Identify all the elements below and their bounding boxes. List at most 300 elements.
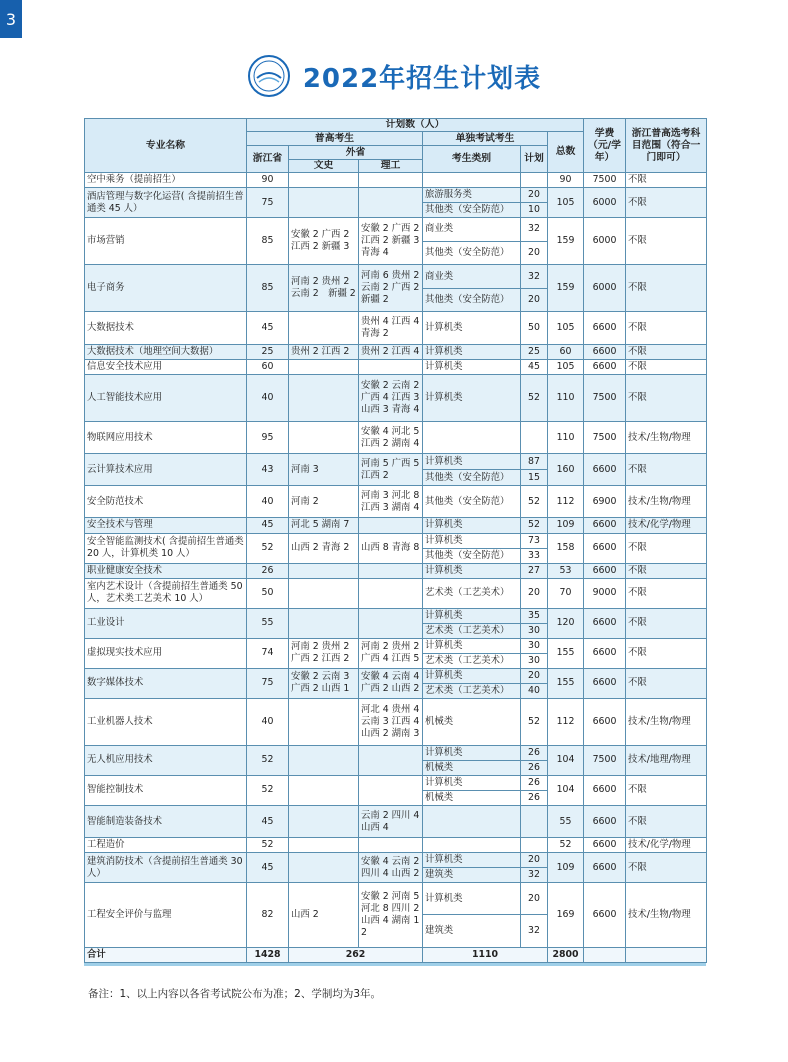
ligong-cell bbox=[359, 359, 423, 374]
plan-cell: 20 bbox=[521, 241, 548, 265]
zhejiang-count-cell: 82 bbox=[247, 883, 289, 948]
subject-range-cell: 技术/生物/物理 bbox=[626, 698, 707, 745]
subject-range-cell: 不限 bbox=[626, 344, 707, 359]
ligong-cell: 安徽 4 云南 2 四川 4 山西 2 bbox=[359, 853, 423, 883]
ligong-cell bbox=[359, 188, 423, 218]
wenshi-cell bbox=[289, 698, 359, 745]
footer-single: 1110 bbox=[423, 948, 548, 963]
plan-cell: 45 bbox=[521, 359, 548, 374]
table-row bbox=[85, 218, 707, 242]
category-cell: 计算机类 bbox=[423, 775, 521, 790]
total-cell: 159 bbox=[548, 265, 584, 312]
fee-cell: 9000 bbox=[584, 578, 626, 608]
fee-cell: 7500 bbox=[584, 421, 626, 453]
ligong-cell: 安徽 2 广西 2 江西 2 新疆 3 青海 4 bbox=[359, 218, 423, 265]
plan-cell: 27 bbox=[521, 563, 548, 578]
total-cell: 70 bbox=[548, 578, 584, 608]
zhejiang-count-cell: 60 bbox=[247, 359, 289, 374]
zhejiang-count-cell: 52 bbox=[247, 533, 289, 563]
plan-cell: 32 bbox=[521, 868, 548, 883]
major-name-cell: 工业设计 bbox=[85, 608, 247, 638]
wenshi-cell: 河南 3 bbox=[289, 454, 359, 486]
zhejiang-count-cell: 55 bbox=[247, 608, 289, 638]
ligong-cell: 河南 5 广西 5 江西 2 bbox=[359, 454, 423, 486]
category-cell: 计算机类 bbox=[423, 638, 521, 653]
zhejiang-count-cell: 52 bbox=[247, 745, 289, 775]
zhejiang-count-cell: 45 bbox=[247, 518, 289, 533]
zhejiang-count-cell: 40 bbox=[247, 374, 289, 421]
category-cell: 其他类（安全防范） bbox=[423, 288, 521, 312]
category-cell: 其他类（安全防范） bbox=[423, 486, 521, 518]
ligong-cell: 河南 2 贵州 2 广西 4 江西 5 bbox=[359, 638, 423, 668]
total-cell: 60 bbox=[548, 344, 584, 359]
ligong-cell: 河南 6 贵州 2 云南 2 广西 2 新疆 2 bbox=[359, 265, 423, 312]
category-cell bbox=[423, 805, 521, 837]
subject-range-cell: 技术/地理/物理 bbox=[626, 745, 707, 775]
wenshi-cell bbox=[289, 853, 359, 883]
table-row bbox=[85, 518, 707, 533]
ligong-cell: 山西 8 青海 8 bbox=[359, 533, 423, 563]
plan-cell bbox=[521, 421, 548, 453]
major-name-cell: 酒店管理与数字化运营( 含提前招生普通类 45 人） bbox=[85, 188, 247, 218]
category-cell: 计算机类 bbox=[423, 312, 521, 344]
fee-cell: 7500 bbox=[584, 374, 626, 421]
enrollment-table-frame bbox=[84, 118, 706, 966]
header-single-exam: 单独考试考生 bbox=[423, 132, 548, 146]
table-row bbox=[85, 421, 707, 453]
plan-cell: 20 bbox=[521, 188, 548, 203]
wenshi-cell bbox=[289, 608, 359, 638]
plan-cell: 26 bbox=[521, 760, 548, 775]
table-row bbox=[85, 359, 707, 374]
total-cell: 160 bbox=[548, 454, 584, 486]
category-cell: 商业类 bbox=[423, 265, 521, 289]
table-row bbox=[85, 775, 707, 790]
plan-cell: 20 bbox=[521, 668, 548, 683]
total-cell: 105 bbox=[548, 188, 584, 218]
total-cell: 120 bbox=[548, 608, 584, 638]
category-cell: 其他类（安全防范） bbox=[423, 548, 521, 563]
table-row bbox=[85, 883, 707, 915]
table-body bbox=[85, 173, 707, 948]
zhejiang-count-cell: 45 bbox=[247, 853, 289, 883]
fee-cell: 6000 bbox=[584, 265, 626, 312]
wenshi-cell: 安徽 2 云南 3 广西 2 山西 1 bbox=[289, 668, 359, 698]
category-cell bbox=[423, 838, 521, 853]
total-cell: 53 bbox=[548, 563, 584, 578]
subject-range-cell: 不限 bbox=[626, 578, 707, 608]
header-zhejiang: 浙江省 bbox=[247, 146, 289, 173]
footer-range-empty bbox=[626, 948, 707, 963]
subject-range-cell: 技术/生物/物理 bbox=[626, 421, 707, 453]
total-cell: 155 bbox=[548, 638, 584, 668]
plan-cell: 52 bbox=[521, 518, 548, 533]
subject-range-cell: 不限 bbox=[626, 218, 707, 265]
major-name-cell: 无人机应用技术 bbox=[85, 745, 247, 775]
subject-range-cell: 不限 bbox=[626, 374, 707, 421]
category-cell: 其他类（安全防范） bbox=[423, 470, 521, 486]
subject-range-cell: 不限 bbox=[626, 188, 707, 218]
page-title: 2022年招生计划表 bbox=[302, 63, 542, 94]
total-cell: 104 bbox=[548, 775, 584, 805]
wenshi-cell: 贵州 2 江西 2 bbox=[289, 344, 359, 359]
header-ligong: 理工 bbox=[359, 160, 423, 173]
zhejiang-count-cell: 50 bbox=[247, 578, 289, 608]
ligong-cell bbox=[359, 518, 423, 533]
ligong-cell: 河北 4 贵州 4 云南 3 江西 4 山西 2 湖南 3 bbox=[359, 698, 423, 745]
fee-cell: 6600 bbox=[584, 454, 626, 486]
fee-cell: 6600 bbox=[584, 608, 626, 638]
plan-cell: 15 bbox=[521, 470, 548, 486]
subject-range-cell: 技术/生物/物理 bbox=[626, 486, 707, 518]
subject-range-cell: 不限 bbox=[626, 454, 707, 486]
category-cell: 其他类（安全防范） bbox=[423, 203, 521, 218]
total-cell: 158 bbox=[548, 533, 584, 563]
table-row bbox=[85, 805, 707, 837]
total-cell: 104 bbox=[548, 745, 584, 775]
zhejiang-count-cell: 74 bbox=[247, 638, 289, 668]
category-cell: 计算机类 bbox=[423, 344, 521, 359]
major-name-cell: 建筑消防技术（含提前招生普通类 30 人） bbox=[85, 853, 247, 883]
wenshi-cell bbox=[289, 374, 359, 421]
category-cell: 计算机类 bbox=[423, 518, 521, 533]
plan-cell: 33 bbox=[521, 548, 548, 563]
plan-cell: 35 bbox=[521, 608, 548, 623]
header-total: 总数 bbox=[548, 132, 584, 173]
fee-cell: 6600 bbox=[584, 359, 626, 374]
fee-cell: 6600 bbox=[584, 838, 626, 853]
subject-range-cell: 不限 bbox=[626, 853, 707, 883]
plan-cell: 26 bbox=[521, 775, 548, 790]
plan-cell: 10 bbox=[521, 203, 548, 218]
plan-cell: 26 bbox=[521, 790, 548, 805]
fee-cell: 6600 bbox=[584, 668, 626, 698]
wenshi-cell bbox=[289, 173, 359, 188]
fee-cell: 6000 bbox=[584, 218, 626, 265]
major-name-cell: 空中乘务（提前招生） bbox=[85, 173, 247, 188]
total-cell: 109 bbox=[548, 853, 584, 883]
plan-cell: 32 bbox=[521, 915, 548, 948]
ligong-cell bbox=[359, 563, 423, 578]
fee-cell: 6600 bbox=[584, 518, 626, 533]
ligong-cell: 河南 3 河北 8 江西 3 湖南 4 bbox=[359, 486, 423, 518]
subject-range-cell: 技术/化学/物理 bbox=[626, 838, 707, 853]
fee-cell: 6600 bbox=[584, 344, 626, 359]
ligong-cell bbox=[359, 838, 423, 853]
category-cell: 计算机类 bbox=[423, 563, 521, 578]
major-name-cell: 工程安全评价与监理 bbox=[85, 883, 247, 948]
zhejiang-count-cell: 25 bbox=[247, 344, 289, 359]
table-row bbox=[85, 608, 707, 623]
major-name-cell: 工程造价 bbox=[85, 838, 247, 853]
major-name-cell: 安全防范技术 bbox=[85, 486, 247, 518]
fee-cell: 7500 bbox=[584, 173, 626, 188]
category-cell: 机械类 bbox=[423, 760, 521, 775]
plan-cell: 52 bbox=[521, 486, 548, 518]
plan-cell: 50 bbox=[521, 312, 548, 344]
table-row bbox=[85, 533, 707, 548]
header-subject-range: 浙江普高选考科目范围（符合一门即可） bbox=[626, 119, 707, 173]
subject-range-cell: 不限 bbox=[626, 265, 707, 312]
subject-range-cell: 不限 bbox=[626, 608, 707, 638]
plan-cell: 20 bbox=[521, 883, 548, 915]
subject-range-cell: 不限 bbox=[626, 173, 707, 188]
wenshi-cell: 山西 2 青海 2 bbox=[289, 533, 359, 563]
total-cell: 112 bbox=[548, 698, 584, 745]
ligong-cell: 安徽 4 云南 4 广西 2 山西 2 bbox=[359, 668, 423, 698]
zhejiang-count-cell: 40 bbox=[247, 698, 289, 745]
zhejiang-count-cell: 90 bbox=[247, 173, 289, 188]
wenshi-cell bbox=[289, 563, 359, 578]
category-cell: 计算机类 bbox=[423, 608, 521, 623]
fee-cell: 6900 bbox=[584, 486, 626, 518]
zhejiang-count-cell: 85 bbox=[247, 265, 289, 312]
footer-total: 2800 bbox=[548, 948, 584, 963]
major-name-cell: 大数据技术（地理空间大数据） bbox=[85, 344, 247, 359]
ligong-cell: 贵州 4 江西 4 青海 2 bbox=[359, 312, 423, 344]
zhejiang-count-cell: 75 bbox=[247, 188, 289, 218]
wenshi-cell: 河南 2 bbox=[289, 486, 359, 518]
subject-range-cell: 技术/化学/物理 bbox=[626, 518, 707, 533]
category-cell: 建筑类 bbox=[423, 868, 521, 883]
zhejiang-count-cell: 45 bbox=[247, 805, 289, 837]
category-cell: 计算机类 bbox=[423, 359, 521, 374]
total-cell: 52 bbox=[548, 838, 584, 853]
zhejiang-count-cell: 95 bbox=[247, 421, 289, 453]
table-row bbox=[85, 344, 707, 359]
category-cell: 艺术类（工艺美术） bbox=[423, 578, 521, 608]
category-cell bbox=[423, 173, 521, 188]
ligong-cell: 安徽 2 云南 2 广西 4 江西 3 山西 3 青海 4 bbox=[359, 374, 423, 421]
table-row bbox=[85, 578, 707, 608]
header-general: 普高考生 bbox=[247, 132, 423, 146]
total-cell: 169 bbox=[548, 883, 584, 948]
category-cell bbox=[423, 421, 521, 453]
plan-cell: 40 bbox=[521, 683, 548, 698]
plan-cell: 52 bbox=[521, 698, 548, 745]
subject-range-cell: 不限 bbox=[626, 533, 707, 563]
table-row bbox=[85, 173, 707, 188]
ligong-cell bbox=[359, 608, 423, 638]
subject-range-cell: 不限 bbox=[626, 668, 707, 698]
wenshi-cell: 河南 2 贵州 2 广西 2 江西 2 bbox=[289, 638, 359, 668]
header-major: 专业名称 bbox=[85, 119, 247, 173]
zhejiang-count-cell: 52 bbox=[247, 775, 289, 805]
wenshi-cell bbox=[289, 312, 359, 344]
category-cell: 艺术类（工艺美术） bbox=[423, 623, 521, 638]
footer-outside: 262 bbox=[289, 948, 423, 963]
category-cell: 其他类（安全防范） bbox=[423, 241, 521, 265]
table-row bbox=[85, 638, 707, 653]
enrollment-plan-table bbox=[84, 118, 707, 963]
table-row bbox=[85, 838, 707, 853]
wenshi-cell: 安徽 2 广西 2 江西 2 新疆 3 bbox=[289, 218, 359, 265]
plan-cell: 20 bbox=[521, 578, 548, 608]
table-row bbox=[85, 745, 707, 760]
plan-cell: 20 bbox=[521, 853, 548, 868]
table-row bbox=[85, 188, 707, 203]
category-cell: 艺术类（工艺美术） bbox=[423, 683, 521, 698]
zhejiang-count-cell: 85 bbox=[247, 218, 289, 265]
footer-fee-empty bbox=[584, 948, 626, 963]
table-row bbox=[85, 265, 707, 289]
school-logo-icon bbox=[247, 54, 291, 98]
fee-cell: 6600 bbox=[584, 533, 626, 563]
plan-cell: 26 bbox=[521, 745, 548, 760]
subject-range-cell: 不限 bbox=[626, 312, 707, 344]
plan-cell: 32 bbox=[521, 265, 548, 289]
major-name-cell: 物联网应用技术 bbox=[85, 421, 247, 453]
fee-cell: 6600 bbox=[584, 698, 626, 745]
total-cell: 112 bbox=[548, 486, 584, 518]
wenshi-cell bbox=[289, 805, 359, 837]
category-cell: 计算机类 bbox=[423, 883, 521, 915]
footer-label: 合计 bbox=[85, 948, 247, 963]
fee-cell: 7500 bbox=[584, 745, 626, 775]
footer-zhejiang: 1428 bbox=[247, 948, 289, 963]
wenshi-cell bbox=[289, 838, 359, 853]
plan-cell: 87 bbox=[521, 454, 548, 470]
major-name-cell: 信息安全技术应用 bbox=[85, 359, 247, 374]
category-cell: 机械类 bbox=[423, 790, 521, 805]
header-plan: 计划 bbox=[521, 146, 548, 173]
table-row bbox=[85, 454, 707, 470]
ligong-cell bbox=[359, 173, 423, 188]
ligong-cell: 云南 2 四川 4 山西 4 bbox=[359, 805, 423, 837]
subject-range-cell: 不限 bbox=[626, 563, 707, 578]
header-wenshi: 文史 bbox=[289, 160, 359, 173]
major-name-cell: 职业健康安全技术 bbox=[85, 563, 247, 578]
category-cell: 艺术类（工艺美术） bbox=[423, 653, 521, 668]
category-cell: 计算机类 bbox=[423, 745, 521, 760]
category-cell: 计算机类 bbox=[423, 668, 521, 683]
table-row bbox=[85, 563, 707, 578]
ligong-cell bbox=[359, 578, 423, 608]
zhejiang-count-cell: 75 bbox=[247, 668, 289, 698]
title-area bbox=[0, 52, 788, 100]
table-row bbox=[85, 698, 707, 745]
major-name-cell: 安全技术与管理 bbox=[85, 518, 247, 533]
category-cell: 建筑类 bbox=[423, 915, 521, 948]
zhejiang-count-cell: 26 bbox=[247, 563, 289, 578]
zhejiang-count-cell: 40 bbox=[247, 486, 289, 518]
subject-range-cell: 不限 bbox=[626, 775, 707, 805]
plan-cell: 73 bbox=[521, 533, 548, 548]
category-cell: 计算机类 bbox=[423, 454, 521, 470]
plan-cell: 32 bbox=[521, 218, 548, 242]
table-row bbox=[85, 374, 707, 421]
fee-cell: 6600 bbox=[584, 638, 626, 668]
plan-cell: 30 bbox=[521, 638, 548, 653]
fee-cell: 6600 bbox=[584, 563, 626, 578]
table-row bbox=[85, 312, 707, 344]
plan-cell: 52 bbox=[521, 374, 548, 421]
header-category: 考生类别 bbox=[423, 146, 521, 173]
total-cell: 159 bbox=[548, 218, 584, 265]
header-fee: 学费（元/学年） bbox=[584, 119, 626, 173]
wenshi-cell: 山西 2 bbox=[289, 883, 359, 948]
total-cell: 109 bbox=[548, 518, 584, 533]
fee-cell: 6000 bbox=[584, 188, 626, 218]
total-cell: 110 bbox=[548, 374, 584, 421]
subject-range-cell: 技术/生物/物理 bbox=[626, 883, 707, 948]
ligong-cell: 安徽 2 河南 5 河北 8 四川 2 山西 4 湖南 12 bbox=[359, 883, 423, 948]
table-row bbox=[85, 486, 707, 518]
category-cell: 旅游服务类 bbox=[423, 188, 521, 203]
fee-cell: 6600 bbox=[584, 775, 626, 805]
header-outside: 外省 bbox=[289, 146, 423, 160]
zhejiang-count-cell: 45 bbox=[247, 312, 289, 344]
major-name-cell: 数字媒体技术 bbox=[85, 668, 247, 698]
wenshi-cell bbox=[289, 359, 359, 374]
wenshi-cell bbox=[289, 745, 359, 775]
subject-range-cell: 不限 bbox=[626, 638, 707, 668]
category-cell: 商业类 bbox=[423, 218, 521, 242]
ligong-cell: 贵州 2 江西 4 bbox=[359, 344, 423, 359]
major-name-cell: 工业机器人技术 bbox=[85, 698, 247, 745]
fee-cell: 6600 bbox=[584, 853, 626, 883]
wenshi-cell: 河北 5 湖南 7 bbox=[289, 518, 359, 533]
page-number: 3 bbox=[0, 0, 22, 38]
total-cell: 110 bbox=[548, 421, 584, 453]
wenshi-cell bbox=[289, 578, 359, 608]
major-name-cell: 大数据技术 bbox=[85, 312, 247, 344]
category-cell: 机械类 bbox=[423, 698, 521, 745]
fee-cell: 6600 bbox=[584, 805, 626, 837]
subject-range-cell: 不限 bbox=[626, 359, 707, 374]
fee-cell: 6600 bbox=[584, 312, 626, 344]
header-plan-count: 计划数（人） bbox=[247, 119, 584, 132]
major-name-cell: 电子商务 bbox=[85, 265, 247, 312]
zhejiang-count-cell: 43 bbox=[247, 454, 289, 486]
total-cell: 105 bbox=[548, 359, 584, 374]
major-name-cell: 智能控制技术 bbox=[85, 775, 247, 805]
total-cell: 90 bbox=[548, 173, 584, 188]
total-cell: 155 bbox=[548, 668, 584, 698]
table-row bbox=[85, 668, 707, 683]
wenshi-cell bbox=[289, 188, 359, 218]
plan-cell bbox=[521, 838, 548, 853]
ligong-cell bbox=[359, 775, 423, 805]
ligong-cell: 安徽 4 河北 5 江西 2 湖南 4 bbox=[359, 421, 423, 453]
ligong-cell bbox=[359, 745, 423, 775]
total-cell: 105 bbox=[548, 312, 584, 344]
wenshi-cell bbox=[289, 421, 359, 453]
zhejiang-count-cell: 52 bbox=[247, 838, 289, 853]
plan-cell bbox=[521, 805, 548, 837]
major-name-cell: 室内艺术设计（含提前招生普通类 50 人，艺术类工艺美术 10 人） bbox=[85, 578, 247, 608]
plan-cell: 20 bbox=[521, 288, 548, 312]
subject-range-cell: 不限 bbox=[626, 805, 707, 837]
table-row bbox=[85, 853, 707, 868]
major-name-cell: 智能制造装备技术 bbox=[85, 805, 247, 837]
plan-cell bbox=[521, 173, 548, 188]
wenshi-cell bbox=[289, 775, 359, 805]
plan-cell: 30 bbox=[521, 653, 548, 668]
category-cell: 计算机类 bbox=[423, 374, 521, 421]
major-name-cell: 市场营销 bbox=[85, 218, 247, 265]
footnote: 备注：1、以上内容以各省考试院公布为准；2、学制均为3年。 bbox=[88, 988, 382, 1000]
plan-cell: 25 bbox=[521, 344, 548, 359]
major-name-cell: 人工智能技术应用 bbox=[85, 374, 247, 421]
fee-cell: 6600 bbox=[584, 883, 626, 948]
major-name-cell: 虚拟现实技术应用 bbox=[85, 638, 247, 668]
wenshi-cell: 河南 2 贵州 2 云南 2 新疆 2 bbox=[289, 265, 359, 312]
major-name-cell: 云计算技术应用 bbox=[85, 454, 247, 486]
major-name-cell: 安全智能监测技术( 含提前招生普通类 20 人，计算机类 10 人） bbox=[85, 533, 247, 563]
category-cell: 计算机类 bbox=[423, 533, 521, 548]
total-cell: 55 bbox=[548, 805, 584, 837]
